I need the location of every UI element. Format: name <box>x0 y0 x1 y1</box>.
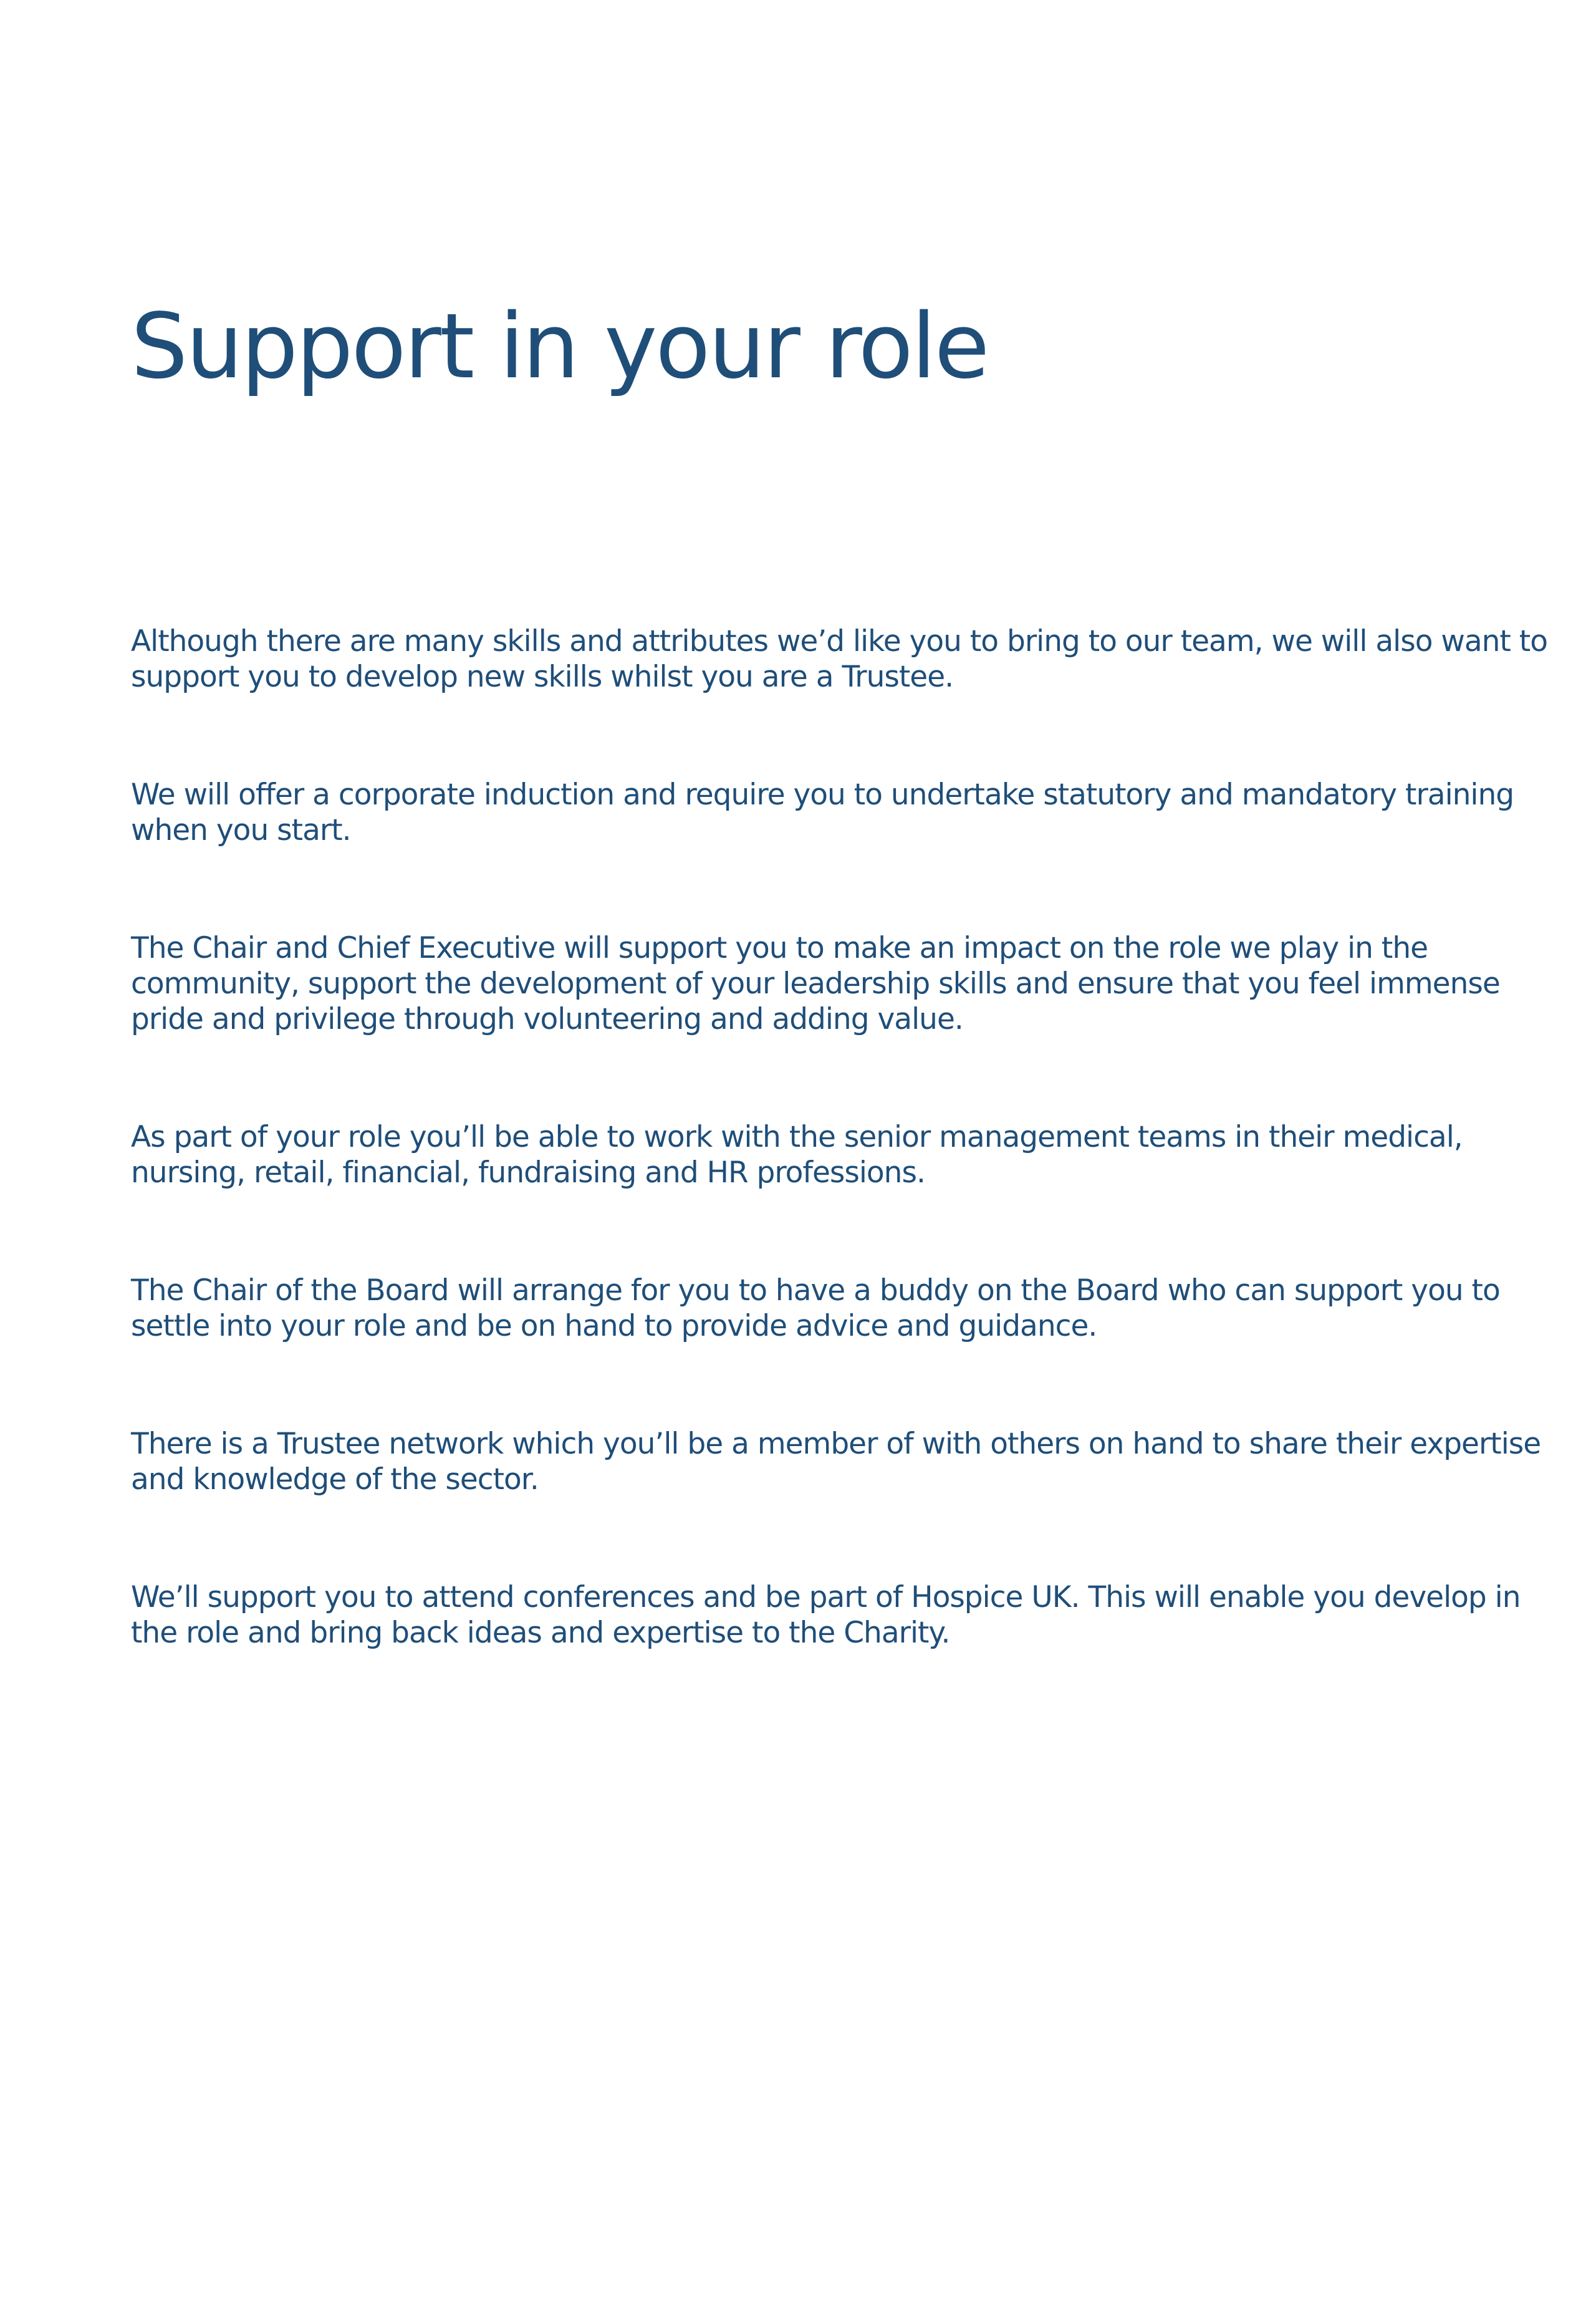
paragraph-line: support you to develop new skills whilst you are a Trustee. <box>131 660 954 694</box>
paragraph-line: pride and privilege through volunteering and adding value. <box>131 1002 963 1036</box>
paragraph-line: the role and bring back ideas and expertise to the Charity. <box>131 1616 950 1650</box>
paragraph-line: The Chair of the Board will arrange for you to have a buddy on the Board who can support you to <box>131 1273 1500 1308</box>
paragraph-induction <box>131 777 1514 848</box>
paragraph-senior-management <box>131 1119 1490 1190</box>
paragraph-line: when you start. <box>131 813 351 847</box>
paragraph-line: settle into your role and be on hand to provide advice and guidance. <box>131 1309 1097 1343</box>
paragraph-conferences <box>131 1580 1521 1651</box>
paragraph-line: nursing, retail, financial, fundraising and HR professions. <box>131 1155 925 1190</box>
paragraph-line: and knowledge of the sector. <box>131 1462 539 1497</box>
paragraph-buddy <box>131 1273 1500 1344</box>
paragraph-line: We’ll support you to attend conferences and be part of Hospice UK. This will enable you develop in <box>131 1580 1521 1614</box>
paragraph-line: There is a Trustee network which you’ll be a member of with others on hand to share their expertise <box>131 1427 1541 1461</box>
body-text <box>131 624 1547 1733</box>
paragraph-line: community, support the development of your leadership skills and ensure that you feel immense <box>131 967 1500 1001</box>
paragraph-line: We will offer a corporate induction and require you to undertake statutory and mandatory training <box>131 778 1514 812</box>
paragraph-trustee-network <box>131 1426 1541 1497</box>
paragraph-intro-skills <box>131 624 1547 695</box>
paragraph-chair-support <box>131 930 1500 1037</box>
paragraph-line: The Chair and Chief Executive will support you to make an impact on the role we play in the <box>131 931 1428 965</box>
paragraph-line: Although there are many skills and attributes we’d like you to bring to our team, we will also want to <box>131 624 1547 659</box>
paragraph-line: As part of your role you’ll be able to work with the senior management teams in their medical, <box>131 1120 1463 1154</box>
page-title: Support in your role <box>131 294 988 398</box>
